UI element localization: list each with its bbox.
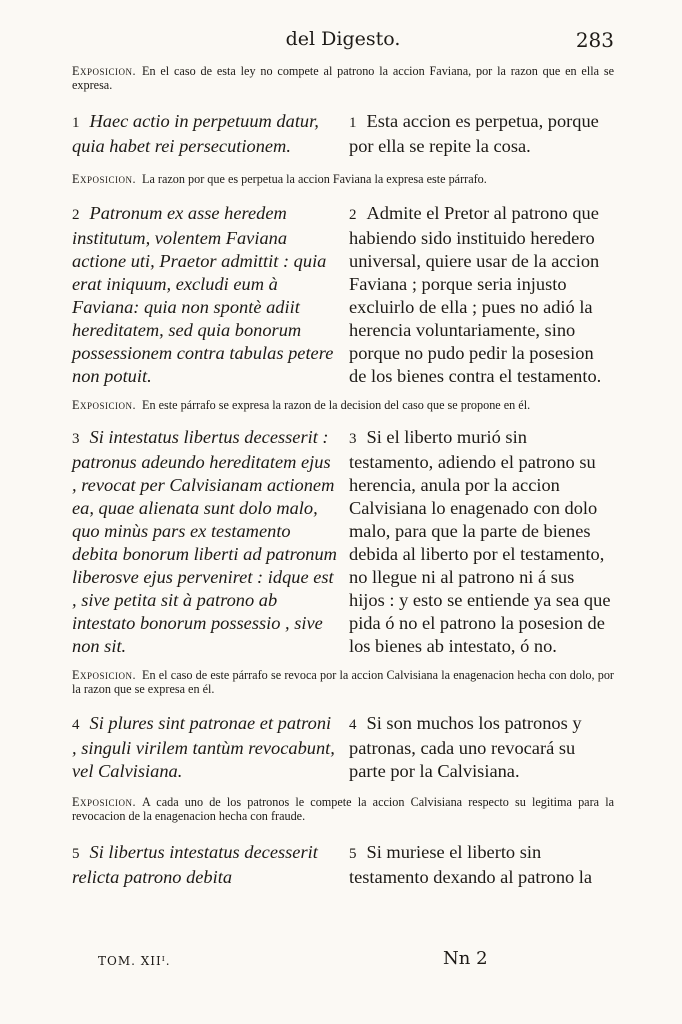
- paragraph-2: [72, 202, 614, 388]
- page-footer: [98, 948, 518, 970]
- running-title: del Digesto.: [285, 28, 401, 50]
- paragraph-3: [72, 426, 614, 658]
- page-number: 283: [575, 28, 614, 52]
- exposition-2: Exposicion. La razon por que es perpetua la accion Faviana la expresa este párrafo.: [72, 172, 487, 186]
- latin-text: 2 Patronum ex asse heredem institutum, volentem Faviana actione uti, Praetor admittit : quia erat iniquum, excludi eum à Faviana: quia non spontè adiit hereditatem, sed quia bonorum possessionem contra tabulas petere non potuit.: [72, 203, 334, 386]
- signature-mark: Nn 2: [443, 948, 488, 969]
- spanish-text: 3 Si el liberto murió sin testamento, adiendo el patrono su herencia, anula por la accion Calvisiana lo enagenado con dolo malo, para que la parte de bienes debida al liberto por el testamento, no llegue ni al patrono ni á sus hijos : y esto se entiende ya sea que pida ó no el patrono la posesion de los bienes ab intestato, ó no.: [349, 427, 611, 656]
- paragraph-4: [72, 712, 614, 783]
- spanish-text: 1 Esta accion es perpetua, porque por ella se repite la cosa.: [349, 111, 599, 156]
- exposition-0: Exposicion. En el caso de esta ley no compete al patrono la accion Faviana, por la razon que en ella se expresa.: [72, 64, 614, 92]
- paragraph-5: [72, 841, 614, 889]
- latin-text: 1 Haec actio in perpetuum datur, quia habet rei persecutionem.: [72, 111, 319, 156]
- page: [72, 28, 614, 889]
- running-header: [72, 28, 614, 62]
- latin-text: 4 Si plures sint patronae et patroni , singuli virilem tantùm revocabunt, vel Calvisiana.: [72, 713, 335, 781]
- exposition-4: Exposicion. En este párrafo se expresa la razon de la decision del caso que se propone en él.: [72, 398, 531, 412]
- latin-text: 5 Si libertus intestatus decesserit relicta patrono debita: [72, 842, 318, 887]
- volume-mark: TOM. XIIᴵ.: [98, 954, 171, 968]
- spanish-text: 4 Si son muchos los patronos y patronas, cada uno revocará su parte por la Calvisiana.: [349, 713, 582, 781]
- exposition-8: Exposicion. A cada uno de los patronos le compete la accion Calvisiana respecto su legitima para la revocacion de la enagenacion hecha con fraude.: [72, 795, 614, 823]
- exposition-6: Exposicion. En el caso de este párrafo se revoca por la accion Calvisiana la enagenacion hecha con dolo, por la razon que se expresa en él.: [72, 668, 614, 696]
- latin-text: 3 Si intestatus libertus decesserit : patronus adeundo hereditatem ejus , revocat per Calvisianam actionem ea, quae alienata sunt dolo malo, quo minùs pars ex testamento debita bonorum liberti ad patronum liberosve ejus perveniret : idque est , sive petita sit à patrono ab intestato bonorum possessio , sive non sit.: [72, 427, 337, 656]
- spanish-text: 2 Admite el Pretor al patrono que habiendo sido instituido heredero universal, quiere usar de la accion Faviana ; porque seria injusto excluirlo de ella ; pues no adió la herencia voluntariamente, sino porque no pudo pedir la posesion de los bienes contra el testamento.: [349, 203, 602, 386]
- paragraph-1: [72, 110, 614, 158]
- spanish-text: 5 Si muriese el liberto sin testamento dexando al patrono la: [349, 842, 593, 887]
